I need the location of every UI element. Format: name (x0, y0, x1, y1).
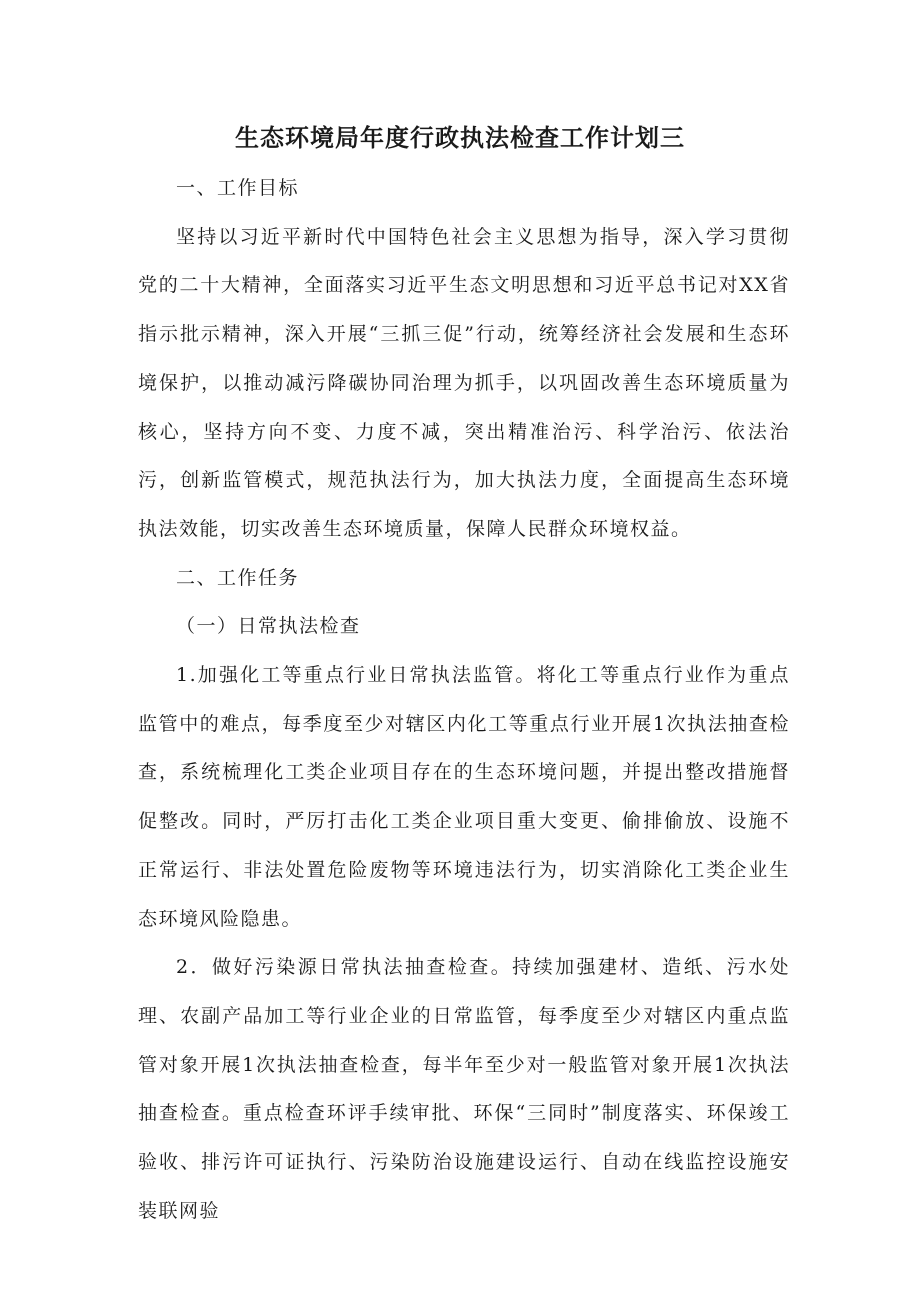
section-heading-tasks: 二、工作任务 (176, 566, 300, 589)
document-body (138, 164, 790, 1235)
subsection-heading-daily-inspection: （一）日常执法检查 (176, 615, 361, 638)
section-heading-goals: 一、工作目标 (176, 177, 300, 199)
paragraph-item-1: 1.加强化工等重点行业日常执法监管。将化工等重点行业作为重点监管中的难点，每季度至少对辖区内化工等重点行业开展1次执法抽查检查，系统梳理化工类企业项目存在的生态环境问题，并提出整改措施督促整改。同时，严厉打击化工类企业项目重大变更、偷排偷放、设施不正常运行、非法处置危险废物等环境违法行为，切实消除化工类企业生态环境风险隐患。 (138, 664, 790, 930)
paragraph-goals: 坚持以习近平新时代中国特色社会主义思想为指导，深入学习贯彻党的二十大精神，全面落实习近平生态文明思想和习近平总书记对XX省指示批示精神，深入开展“三抓三促”行动，统筹经济社会发展和生态环境保护，以推动减污降碳协同治理为抓手，以巩固改善生态环境质量为核心，坚持方向不变、力度不减，突出精准治污、科学治污、依法治污，创新监管模式，规范执法行为，加大执法力度，全面提高生态环境执法效能，切实改善生态环境质量，保障人民群众环境权益。 (138, 225, 790, 540)
paragraph-item-2: 2．做好污染源日常执法抽查检查。持续加强建材、造纸、污水处理、农副产品加工等行业企业的日常监管，每季度至少对辖区内重点监管对象开展1次执法抽查检查，每半年至少对一般监管对象开展1次执法抽查检查。重点检查环评手续审批、环保“三同时”制度落实、环保竣工验收、排污许可证执行、污染防治设施建设运行、自动在线监控设施安装联网验 (138, 956, 790, 1222)
document-title: 生态环境局年度行政执法检查工作计划三 (235, 124, 685, 152)
